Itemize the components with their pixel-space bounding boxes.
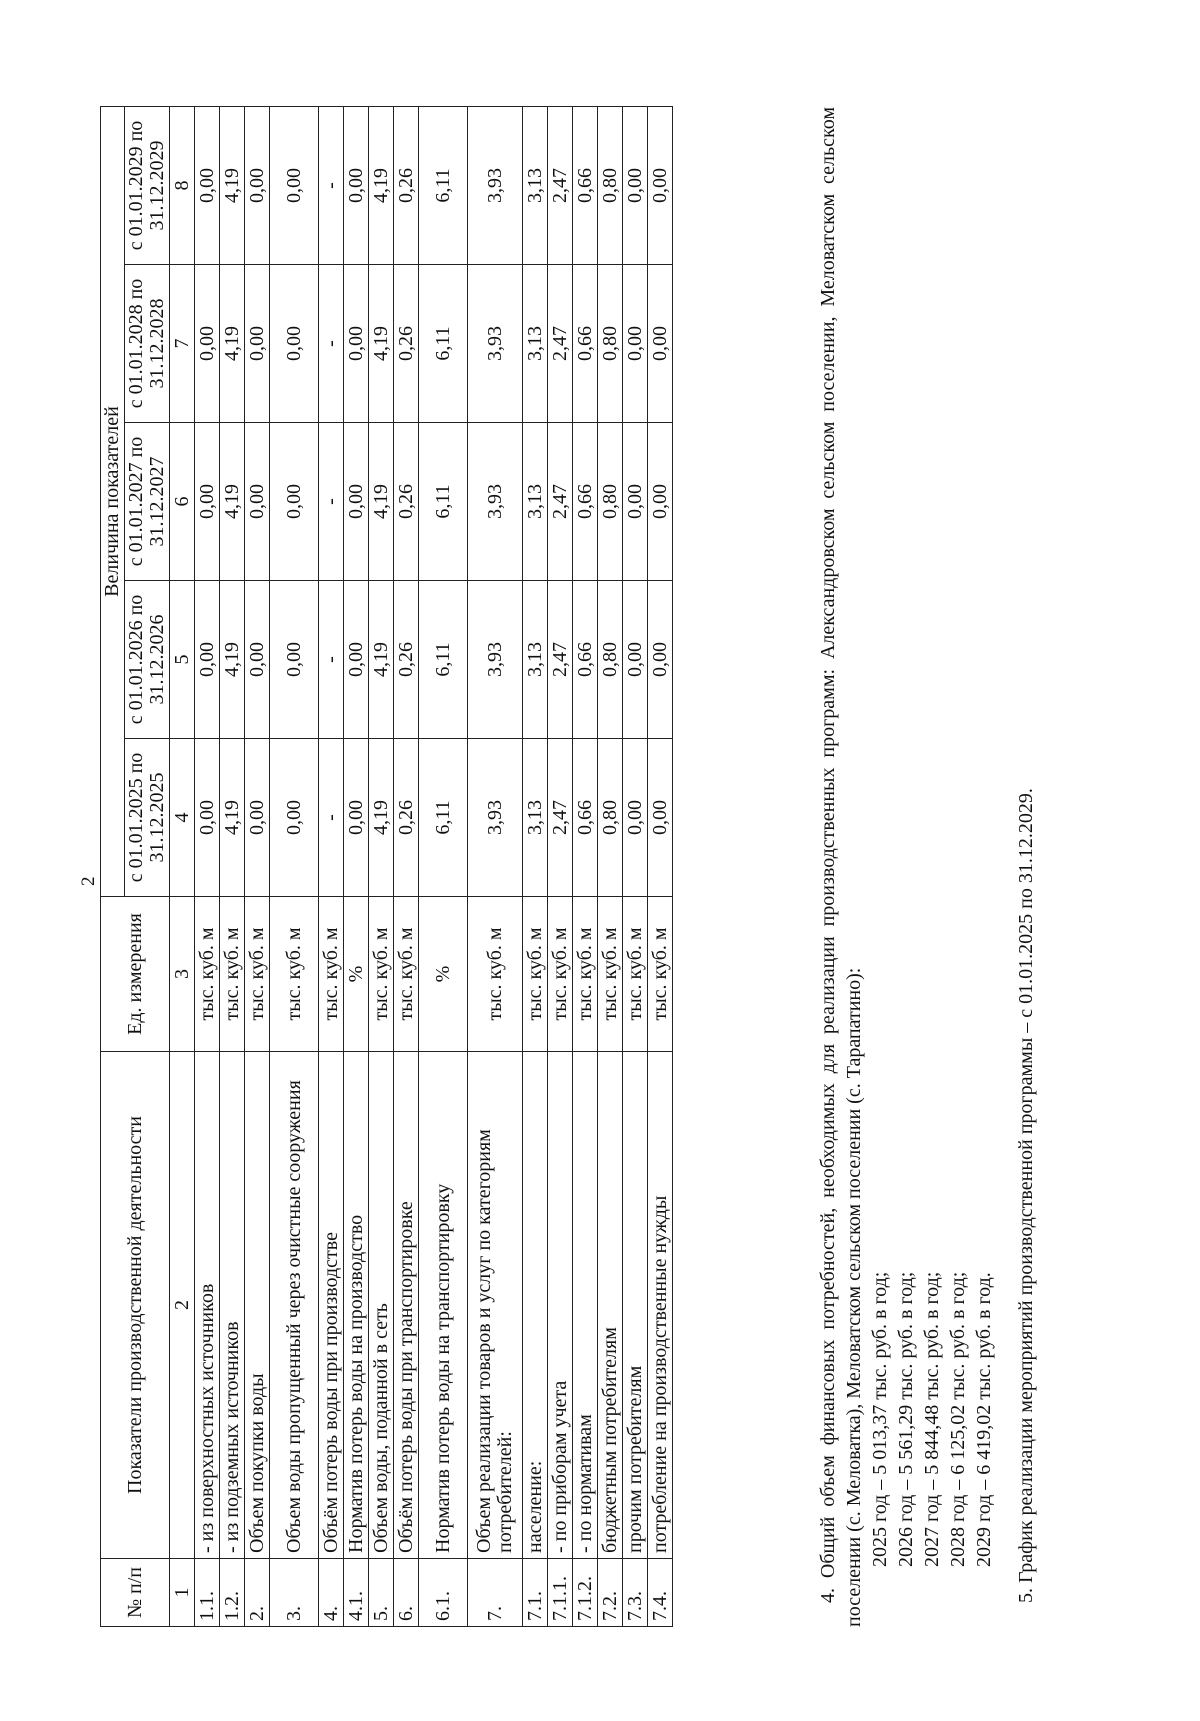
row-unit: тыс. куб. м [468,897,523,1052]
row-value: 4,19 [369,265,394,423]
row-value: 2,47 [548,739,573,897]
table-row [344,106,369,1626]
table-row [648,106,673,1626]
row-name: - из подземных источников [220,1052,245,1559]
row-name: Объем воды пропущенный через очистные сооружения [270,1052,319,1559]
row-num: 7. [468,1559,523,1627]
row-unit: тыс. куб. м [548,897,573,1052]
row-value: 0,00 [344,106,369,264]
table-row [394,106,419,1626]
financial-year-line: 2027 год – 5 844,48 тыс. руб. в год; [921,1271,943,1567]
row-value: 2,47 [548,423,573,581]
row-value: 0,66 [573,739,598,897]
row-value: 3,93 [468,423,523,581]
row-name: бюджетным потребителям [598,1052,623,1559]
row-value: 0,26 [394,581,419,739]
row-num: 1.2. [220,1559,245,1627]
row-value: 3,13 [523,739,548,897]
row-num: 7.1.2. [573,1559,598,1627]
row-value: 4,19 [369,739,394,897]
row-value: 0,00 [648,265,673,423]
row-name: Объём потерь воды при транспортировке [394,1052,419,1559]
row-value: 4,19 [220,106,245,264]
row-value: - [319,739,344,897]
row-value: 0,80 [598,265,623,423]
header-period: с 01.01.2025 по 31.12.2025 [125,739,170,897]
row-name: Объем воды, поданной в сеть [369,1052,394,1559]
table-row [220,106,245,1626]
table-row [548,106,573,1626]
column-index: 1 [170,1559,195,1627]
row-num: 7.2. [598,1559,623,1627]
row-value: 0,00 [623,739,648,897]
header-period: с 01.01.2026 по 31.12.2026 [125,581,170,739]
row-unit: тыс. куб. м [598,897,623,1052]
table-row [369,106,394,1626]
row-value: 0,00 [623,581,648,739]
table-row [245,106,270,1626]
row-value: 4,19 [220,265,245,423]
indicators-table [100,106,673,1627]
header-period: с 01.01.2029 по 31.12.2029 [125,106,170,264]
row-value: 3,93 [468,106,523,264]
table-row [319,106,344,1626]
row-value: 0,80 [598,581,623,739]
row-name: Объем покупки воды [245,1052,270,1559]
column-index: 4 [170,739,195,897]
row-value: 0,00 [195,423,220,581]
row-value: 0,00 [344,739,369,897]
row-name: потребление на производственные нужды [648,1052,673,1559]
row-value: 0,00 [344,581,369,739]
header-period: с 01.01.2028 по 31.12.2028 [125,265,170,423]
row-num: 3. [270,1559,319,1627]
row-value: 0,66 [573,581,598,739]
row-name: прочим потребителям [623,1052,648,1559]
row-value: 0,00 [648,106,673,264]
row-value: 3,13 [523,423,548,581]
header-group: Величина показателей [101,106,125,896]
financial-year-line: 2029 год – 6 419,02 тыс. руб. в год. [973,1272,995,1567]
row-value: - [319,265,344,423]
row-name: - из поверхностных источников [195,1052,220,1559]
row-unit: тыс. куб. м [195,897,220,1052]
row-value: 0,00 [344,265,369,423]
table-row [598,106,623,1626]
row-unit: тыс. куб. м [623,897,648,1052]
column-index: 7 [170,265,195,423]
header-period: с 01.01.2027 по 31.12.2027 [125,423,170,581]
row-value: 2,47 [548,265,573,423]
row-value: 0,00 [245,581,270,739]
row-value: 0,00 [245,265,270,423]
column-index: 6 [170,423,195,581]
row-value: 0,00 [270,106,319,264]
header-unit: Ед. измерения [101,897,170,1052]
row-num: 4. [319,1559,344,1627]
table-row [419,106,468,1626]
row-value: 0,26 [394,423,419,581]
row-value: 6,11 [419,739,468,897]
row-num: 5. [369,1559,394,1627]
row-value: 2,47 [548,581,573,739]
row-value: 4,19 [220,581,245,739]
financial-year-line: 2026 год – 5 561,29 тыс. руб. в год; [895,1271,917,1567]
row-value: - [319,423,344,581]
row-value: 0,26 [394,265,419,423]
row-value: 3,93 [468,739,523,897]
column-index: 3 [170,897,195,1052]
page-number: 2 [78,876,99,886]
table-row [468,106,523,1626]
row-value: 3,93 [468,581,523,739]
row-name: - по нормативам [573,1052,598,1559]
row-unit: тыс. куб. м [523,897,548,1052]
row-name: Норматив потерь воды на транспортировку [419,1052,468,1559]
row-name: Норматив потерь воды на производство [344,1052,369,1559]
table-row [623,106,648,1626]
row-unit: тыс. куб. м [270,897,319,1052]
row-value: 0,00 [270,739,319,897]
row-name: население: [523,1052,548,1559]
row-value: 4,19 [369,106,394,264]
row-value: 3,13 [523,265,548,423]
row-num: 1.1. [195,1559,220,1627]
row-value: 0,00 [245,423,270,581]
table-row [523,106,548,1626]
row-value: 0,00 [195,265,220,423]
row-value: 0,80 [598,106,623,264]
row-num: 7.1. [523,1559,548,1627]
financial-year-line: 2028 год – 6 125,02 тыс. руб. в год; [947,1271,969,1567]
row-name: Объём потерь воды при производстве [319,1052,344,1559]
row-value: 0,00 [195,581,220,739]
row-value: 0,00 [195,739,220,897]
row-value: 2,47 [548,106,573,264]
row-name: Объем реализации товаров и услуг по категориям потребителей: [468,1052,523,1559]
financial-needs-section [815,107,997,1627]
row-unit: тыс. куб. м [573,897,598,1052]
row-value: 4,19 [220,739,245,897]
row-value: 3,13 [523,106,548,264]
row-value: 4,19 [369,581,394,739]
row-value: 0,80 [598,423,623,581]
row-unit: % [344,897,369,1052]
schedule-section: 5. График реализации мероприятий производственной программы – с 01.01.2025 по 31.12.2029. [1015,788,1037,1603]
row-value: 6,11 [419,265,468,423]
row-unit: тыс. куб. м [319,897,344,1052]
row-value: 0,00 [270,581,319,739]
row-unit: % [419,897,468,1052]
row-value: 0,00 [648,423,673,581]
financial-needs-paragraph: 4. Общий объем финансовых потребностей, необходимых для реализации производственных программ: Александровском сельском поселении, Меловатском сельском поселении (с. Меловатка), Меловатском сельском поселении (с. Тарапатино): [817,107,865,1627]
row-num: 2. [245,1559,270,1627]
row-unit: тыс. куб. м [369,897,394,1052]
row-value: 0,66 [573,423,598,581]
row-unit: тыс. куб. м [220,897,245,1052]
row-value: 0,00 [245,106,270,264]
column-index: 2 [170,1052,195,1559]
row-num: 6. [394,1559,419,1627]
table-row [195,106,220,1626]
row-value: 3,13 [523,581,548,739]
row-value: 0,00 [195,106,220,264]
header-num: № п/п [101,1559,170,1627]
row-num: 4.1. [344,1559,369,1627]
row-value: - [319,106,344,264]
row-value: 3,93 [468,265,523,423]
row-num: 7.3. [623,1559,648,1627]
header-name: Показатели производственной деятельности [101,1052,170,1559]
row-unit: тыс. куб. м [245,897,270,1052]
row-value: 0,00 [623,265,648,423]
row-num: 7.1.1. [548,1559,573,1627]
row-value: 0,66 [573,265,598,423]
row-unit: тыс. куб. м [648,897,673,1052]
table-row [270,106,319,1626]
financial-year-line: 2025 год – 5 013,37 тыс. руб. в год; [869,1271,891,1567]
row-value: 0,00 [245,739,270,897]
row-value: 0,00 [648,739,673,897]
row-name: - по приборам учета [548,1052,573,1559]
row-value: 6,11 [419,423,468,581]
row-value: 6,11 [419,581,468,739]
row-value: 6,11 [419,106,468,264]
row-value: 0,26 [394,106,419,264]
row-num: 7.4. [648,1559,673,1627]
row-value: 0,26 [394,739,419,897]
row-value: 0,66 [573,106,598,264]
column-index: 5 [170,581,195,739]
row-value: 0,00 [270,265,319,423]
row-unit: тыс. куб. м [394,897,419,1052]
column-index: 8 [170,106,195,264]
row-value: 4,19 [220,423,245,581]
row-value: 0,00 [648,581,673,739]
table-row [573,106,598,1626]
row-value: 0,00 [623,423,648,581]
row-value: 0,80 [598,739,623,897]
row-value: 0,00 [344,423,369,581]
row-value: - [319,581,344,739]
row-value: 4,19 [369,423,394,581]
row-value: 0,00 [623,106,648,264]
row-num: 6.1. [419,1559,468,1627]
row-value: 0,00 [270,423,319,581]
